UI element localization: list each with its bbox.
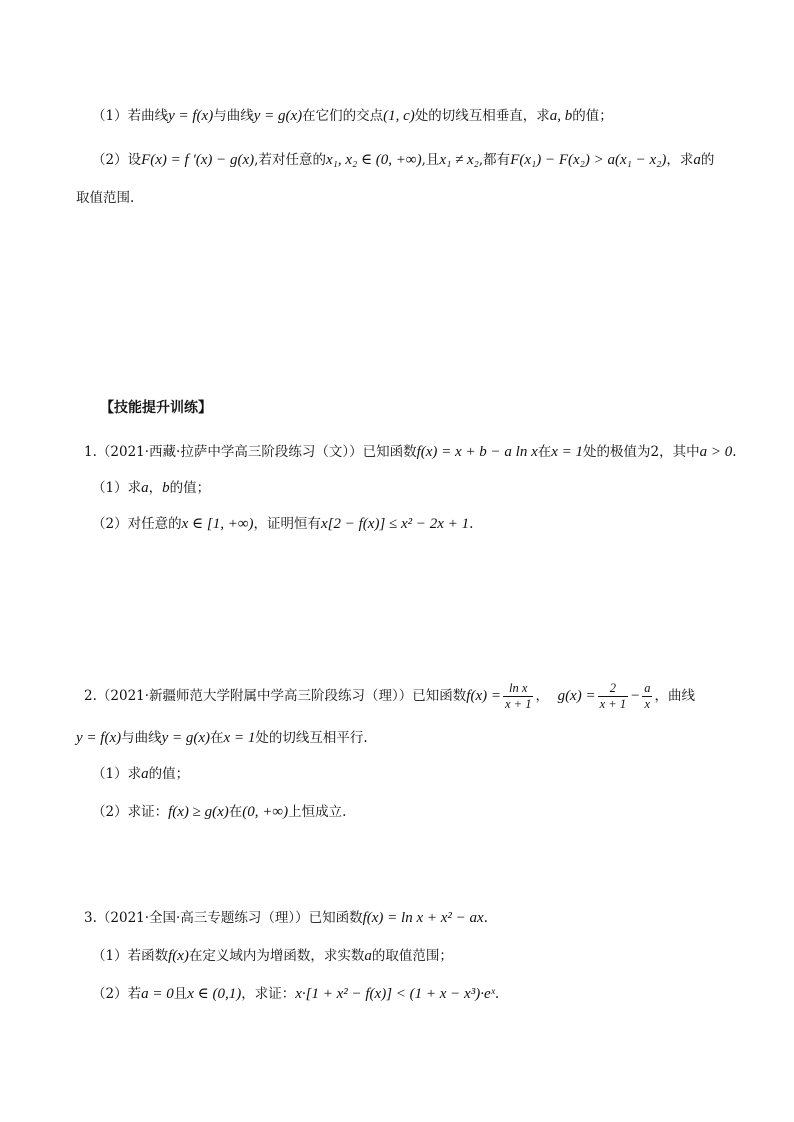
problem-2-source: （2021·新疆师范大学附属中学高三阶段练习（理））已知函数 [96,688,467,704]
problem-3-s1-math-1: f(x) [168,948,189,964]
problem-2-fraction-1-numerator: ln x [503,681,533,697]
problem-2-subquestion-2 [92,802,346,822]
problem-3-s2-text-1: 且 [173,986,188,1002]
problem-2-l2-text-2: 在 [210,730,224,746]
intro-question-2 [92,150,714,170]
intro-q2-text-2: ,且 [421,152,440,168]
problem-3-s1-label: （1）若函数 [92,948,169,964]
problem-1-s2-text-1: ，证明恒有 [253,516,322,532]
problem-1-text-3: . [732,444,737,460]
problem-2-s2-text-2: 上恒成立. [288,804,347,820]
problem-3-math-1: f(x) = ln x + x² − ax [362,910,484,926]
problem-2-fraction-3-denominator: x [644,697,651,711]
intro-q1-math-3: (1, c) [383,108,415,124]
problem-2-s2-label: （2）求证： [92,804,169,820]
problem-2-fraction-3-numerator: a [644,681,651,695]
problem-3-source: （2021·全国·高三专题练习（理））已知函数 [96,910,363,926]
intro-q2-text-3: ,都有 [478,152,511,168]
problem-1-s1-math-2: b [162,480,170,496]
problem-2-s1-math-1: a [141,766,149,782]
intro-q2-math-4: F(x₁) − F(x₂) > a(x₁ − x₂) [510,152,667,168]
problem-2-s2-text-1: 在 [228,804,243,820]
problem-3-s1-math-2: a [364,948,372,964]
problem-2-fraction-3 [642,681,652,712]
problem-1-text-2: 处的极值为2，其中 [583,444,700,460]
problem-2-math-3: − [630,688,641,704]
intro-q2-math-1: F(x) = f ′(x) − g(x) [141,152,255,168]
problem-2-s2-math-1: f(x) ≥ g(x) [168,804,229,820]
problem-1-statement [84,442,737,462]
intro-q1-label: （1）若曲线 [92,108,169,124]
problem-3-statement [84,908,488,928]
problem-2-l2-math-1: y = f(x) [76,730,122,746]
problem-2-s1-label: （1）求 [92,766,142,782]
problem-1-number: 1. [84,444,97,460]
problem-1-math-3: a > 0 [699,444,733,460]
problem-2-l2-text-3: 处的切线互相平行. [255,730,368,746]
problem-3-s1-text-2: 的取值范围； [371,948,453,964]
problem-1-s2-math-2: x[2 − f(x)] ≤ x² − 2x + 1 [321,516,470,532]
problem-1-s2-label: （2）对任意的 [92,516,182,532]
problem-1-s1-math-1: a [141,480,149,496]
problem-1-s2-math-1: x ∈ [1, +∞) [181,516,254,532]
intro-q2-text-5: 的 [700,152,715,168]
problem-3-s2-math-1: a = 0 [141,986,174,1002]
problem-2-fraction-1 [503,681,533,712]
problem-1-text-1: 在 [537,444,552,460]
intro-q2-text-1: ,若对任意的 [254,152,326,168]
problem-1-subquestion-1 [92,478,210,498]
problem-3-number: 3. [84,910,97,926]
problem-2-text-2: ，曲线 [654,688,695,704]
problem-2-s2-math-2: (0, +∞) [242,804,289,820]
problem-2-fraction-2-numerator: 2 [598,681,628,697]
problem-2-math-2: g(x) = [557,688,596,704]
intro-q2-math-2: x₁, x₂ ∈ (0, +∞) [325,152,422,168]
problem-3-s1-text-1: 在定义域内为增函数，求实数 [188,948,365,964]
intro-q2-math-3: x₁ ≠ x₂ [439,152,479,168]
intro-q2-text-4: ，求 [666,152,694,168]
problem-2-fraction-1-denominator: x + 1 [504,697,532,711]
intro-question-1 [92,106,613,126]
problem-2-l2-text-1: 与曲线 [121,730,162,746]
intro-q1-text-3: 处的切线互相垂直，求 [414,108,550,124]
problem-2-statement [84,676,695,716]
problem-3-text-1: . [483,910,488,926]
section-title: 【技能提升训练】 [100,400,212,416]
problem-3-s2-math-2: x ∈ (0,1) [187,986,242,1002]
intro-q1-text-4: 的值； [572,108,613,124]
problem-1-math-1: f(x) = x + b − a ln x [416,444,538,460]
intro-q1-math-4: a, b [549,108,573,124]
problem-3-s2-math-3: x·[1 + x² − f(x)] < (1 + x − x³)·eˣ [295,986,495,1002]
problem-1-math-2: x = 1 [551,444,584,460]
problem-1-subquestion-2 [92,514,473,534]
intro-q2-math-5: a [693,152,701,168]
problem-2-number: 2. [84,688,97,704]
problem-1-s2-text-2: . [469,516,474,532]
intro-q1-text-1: 与曲线 [213,108,254,124]
intro-q1-text-2: 在它们的交点 [302,108,384,124]
problem-2-math-1: f(x) = [466,688,501,704]
problem-3-subquestion-2 [92,984,499,1004]
problem-1-s1-text-2: 的值； [169,480,211,496]
problem-2-statement-line-2 [76,728,368,748]
problem-3-s2-label: （2）若 [92,986,142,1002]
intro-question-2-continuation [76,188,134,208]
problem-1-source: （2021·西藏·拉萨中学高三阶段练习（文））已知函数 [96,444,417,460]
problem-2-l2-math-3: x = 1 [223,730,256,746]
problem-3-s2-text-2: ，求证： [241,986,296,1002]
problem-1-s1-text-1: ， [148,480,163,496]
problem-3-s2-text-3: . [494,986,500,1002]
problem-1-s1-label: （1）求 [92,480,142,496]
intro-q2-cont: 取值范围. [76,190,135,206]
problem-2-l2-math-2: y = g(x) [161,730,211,746]
problem-3-subquestion-1 [92,946,453,966]
intro-q2-label: （2）设 [92,152,142,168]
problem-2-fraction-2-denominator: x + 1 [599,697,627,711]
intro-q1-math-2: y = g(x) [253,108,303,124]
problem-2-fraction-2 [598,681,628,712]
problem-2-text-1: ， [535,688,549,704]
problem-2-s1-text-1: 的值； [148,766,190,782]
intro-q1-math-1: y = f(x) [168,108,214,124]
problem-2-subquestion-1 [92,764,189,784]
